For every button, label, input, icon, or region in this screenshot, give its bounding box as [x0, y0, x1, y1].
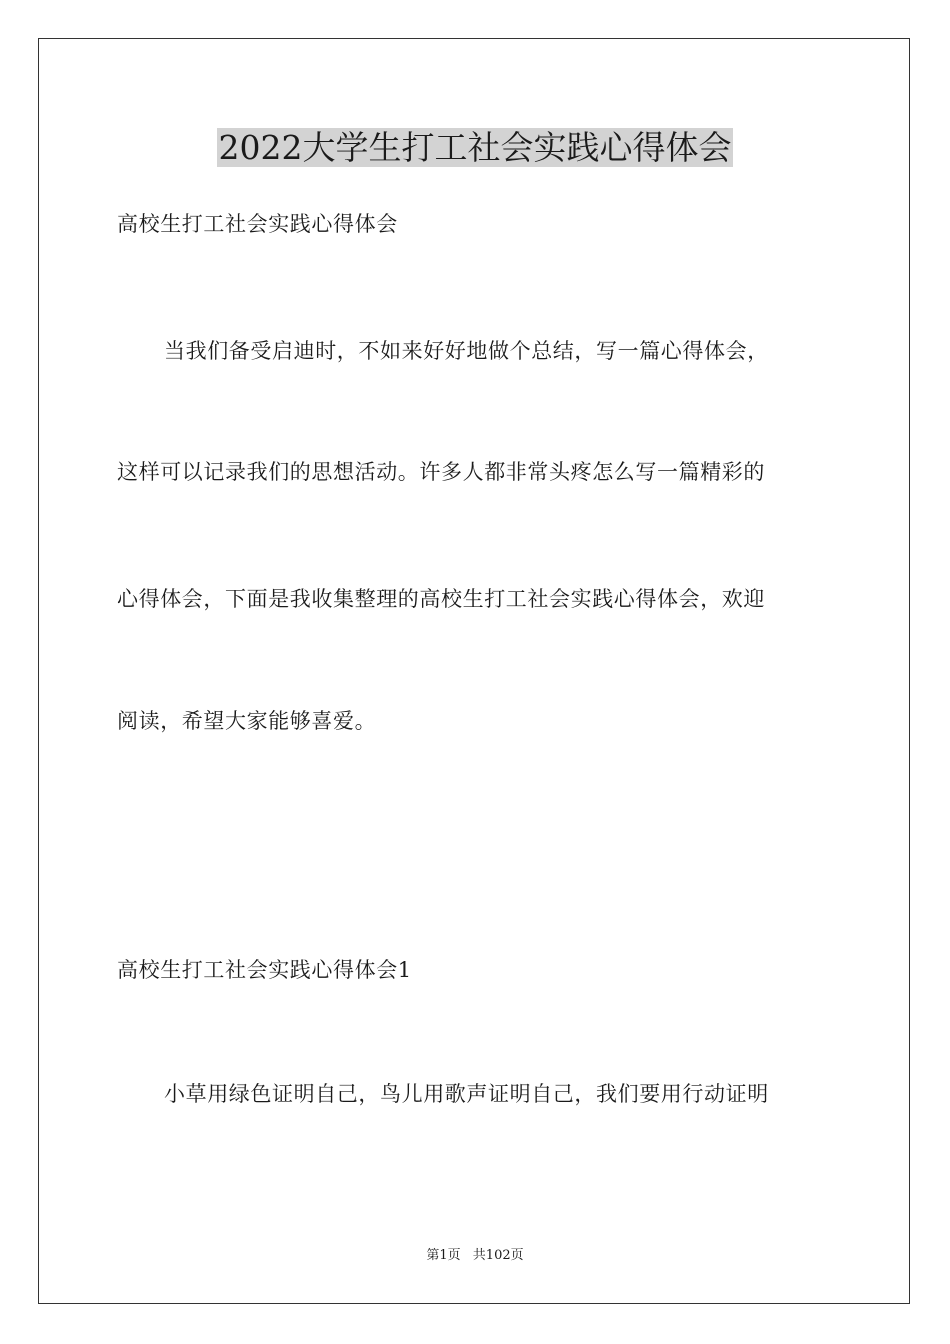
document-subtitle: 高校生打工社会实践心得体会 [117, 212, 398, 236]
section-heading: 高校生打工社会实践心得体会1 [117, 958, 412, 982]
document-title [0, 126, 950, 170]
document-title-text: 2022大学生打工社会实践心得体会 [218, 128, 732, 167]
paragraph-line: 阅读，希望大家能够喜爱。 [117, 709, 377, 733]
paragraph-line: 这样可以记录我们的思想活动。许多人都非常头疼怎么写一篇精彩的 [117, 460, 765, 484]
total-pages: 共102页 [472, 1248, 524, 1263]
page-footer [0, 1247, 950, 1265]
page-number: 第1页 [426, 1248, 461, 1263]
paragraph-line: 小草用绿色证明自己，鸟儿用歌声证明自己，我们要用行动证明 [164, 1082, 769, 1106]
paragraph-line: 心得体会，下面是我收集整理的高校生打工社会实践心得体会，欢迎 [117, 587, 765, 611]
paragraph-line: 当我们备受启迪时，不如来好好地做个总结，写一篇心得体会， [164, 339, 769, 363]
